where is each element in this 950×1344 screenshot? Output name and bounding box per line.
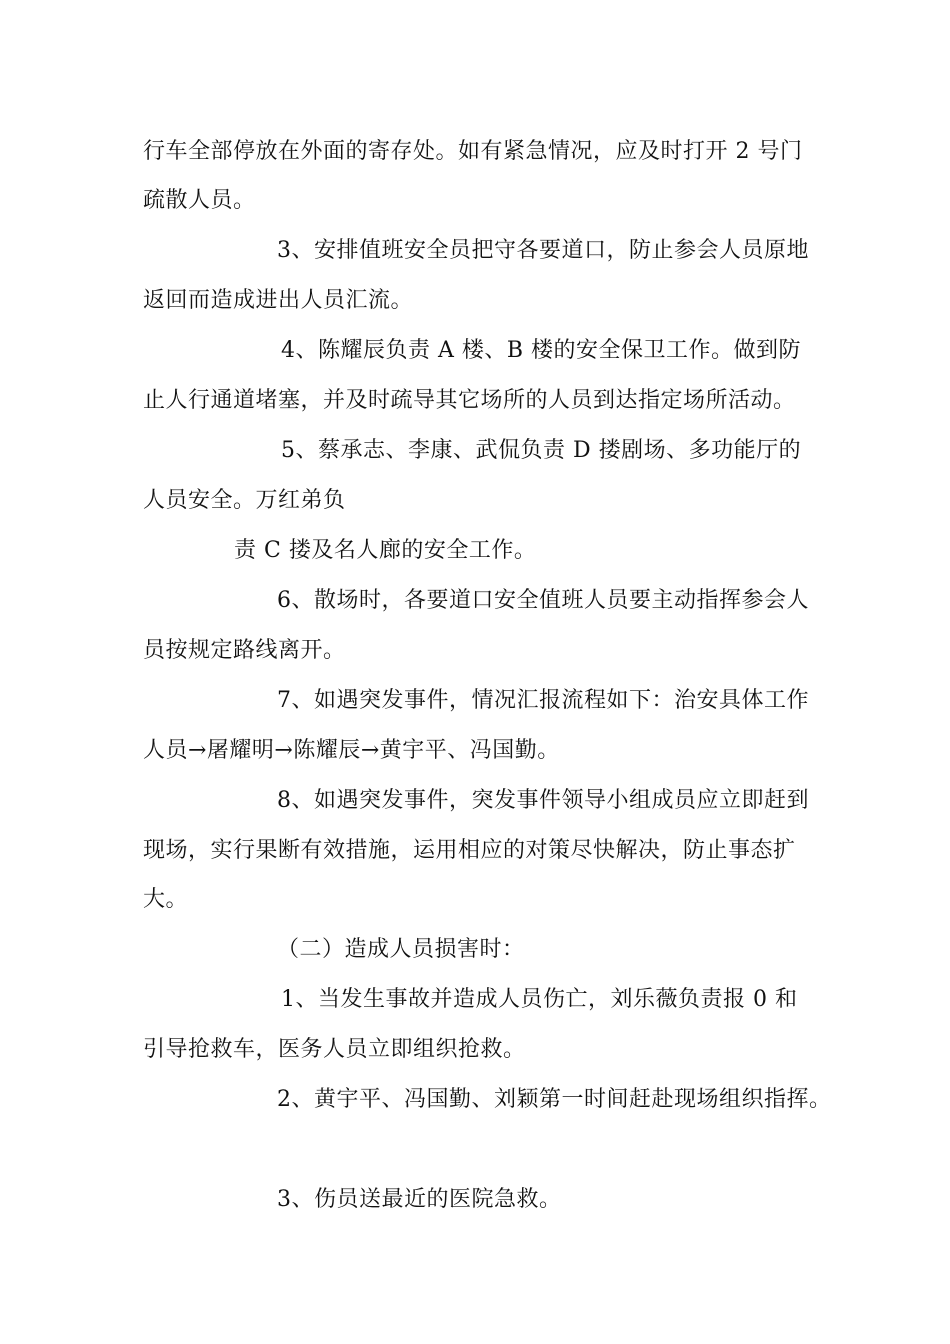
text-line: 1、当发生事故并造成人员伤亡，刘乐薇负责报 0 和 [281,987,798,1012]
text-line: 疏散人员。 [143,188,256,213]
text-line: 现场，实行果断有效措施，运用相应的对策尽快解决，防止事态扩 [143,838,796,863]
text-line: 人员安全。万红弟负 [143,488,346,513]
text-line: 6、散场时，各要道口安全值班人员要主动指挥参会人 [277,588,809,613]
text-line: 员按规定路线离开。 [143,638,346,663]
text-line: 4、陈耀辰负责 A 楼、B 楼的安全保卫工作。做到防 [281,338,802,363]
text-line: 行车全部停放在外面的寄存处。如有紧急情况，应及时打开 2 号门 [143,139,803,164]
text-line: 3、安排值班安全员把守各要道口，防止参会人员原地 [277,238,809,263]
text-line: 3、伤员送最近的医院急救。 [277,1187,562,1212]
text-line: 8、如遇突发事件，突发事件领导小组成员应立即赶到 [277,788,809,813]
text-line: 人员→屠耀明→陈耀辰→黄宇平、冯国勤。 [143,738,560,763]
text-line: 5、蔡承志、李康、武侃负责 D 搂剧场、多功能厅的 [281,438,802,463]
text-line: 2、黄宇平、冯国勤、刘颖第一时间赶赴现场组织指挥。 [277,1087,832,1112]
text-line: 止人行通道堵塞，并及时疏导其它场所的人员到达指定场所活动。 [143,388,796,413]
text-line: 大。 [143,887,189,912]
text-line: 引导抢救车，医务人员立即组织抢救。 [143,1037,526,1062]
text-line: 7、如遇突发事件，情况汇报流程如下：治安具体工作 [277,688,809,713]
section-heading: （二）造成人员损害时： [277,937,525,962]
text-line: 返回而造成进出人员汇流。 [143,288,414,313]
text-line: 责 C 搂及名人廊的安全工作。 [234,538,537,563]
